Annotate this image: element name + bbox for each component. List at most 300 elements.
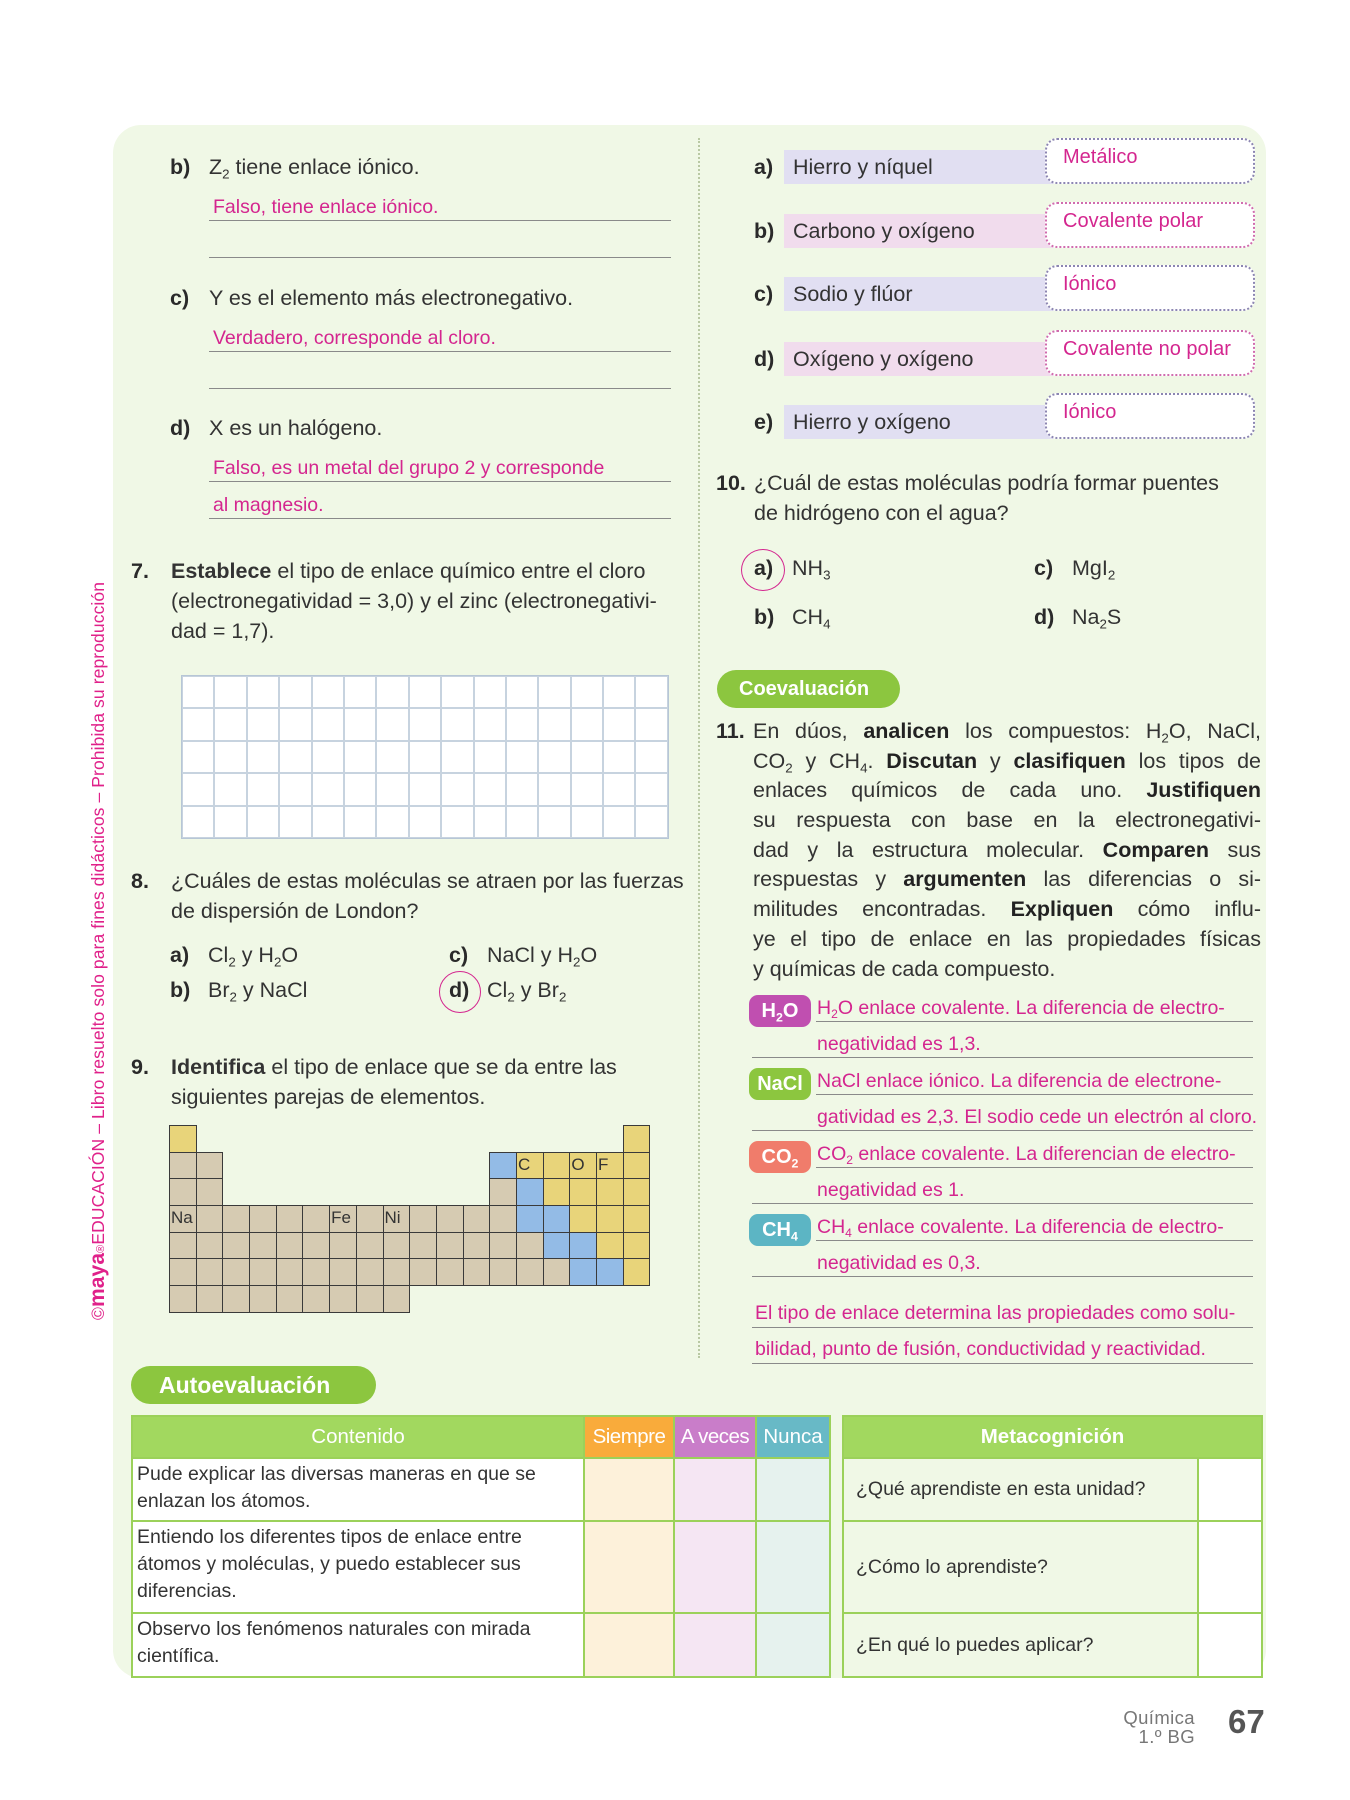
grade-level: 1.º BG xyxy=(1138,1726,1195,1747)
metacognition-table xyxy=(842,1415,1263,1678)
element-cell xyxy=(489,1205,517,1233)
grid-cell[interactable] xyxy=(279,676,311,708)
pair-label: e) xyxy=(754,410,774,434)
grid-cell[interactable] xyxy=(409,741,441,773)
coevaluacion-badge: Coevaluación xyxy=(717,670,900,708)
eval-checkbox-always[interactable] xyxy=(584,1613,674,1677)
element-cell xyxy=(623,1232,651,1260)
grid-cell[interactable] xyxy=(635,806,667,838)
element-cell xyxy=(249,1232,277,1260)
grid-cell[interactable] xyxy=(279,708,311,740)
answer-text: negatividad es 0,3. xyxy=(817,1252,981,1274)
element-cell xyxy=(516,1258,544,1286)
option-formula: $Br_2$ y NaCl xyxy=(208,978,308,1005)
question-line: $CO_2$ y $CH_4$. Discutan y clasifiquen los tipos de xyxy=(753,748,1262,776)
grid-cell[interactable] xyxy=(247,676,279,708)
element-cell xyxy=(569,1205,597,1233)
answer-line[interactable] xyxy=(816,1094,1253,1095)
option-formula: $CH_4$ xyxy=(792,605,831,632)
element-cell xyxy=(623,1125,651,1153)
element-cell xyxy=(623,1152,651,1180)
subscript: 2 xyxy=(831,1007,838,1022)
grid-cell[interactable] xyxy=(182,773,214,805)
grid-cell[interactable] xyxy=(474,676,506,708)
element-cell xyxy=(596,1205,624,1233)
element-cell xyxy=(623,1258,651,1286)
answer-line[interactable] xyxy=(209,481,671,482)
grid-cell[interactable] xyxy=(182,708,214,740)
instruction-verb: argumenten xyxy=(903,867,1027,892)
element-cell xyxy=(489,1258,517,1286)
eval-row xyxy=(132,1521,830,1613)
question-line: respuestas y argumenten las diferencias o si- xyxy=(753,867,1261,892)
element-cell xyxy=(489,1178,517,1206)
question-number: 10. xyxy=(716,471,746,495)
grid-cell[interactable] xyxy=(312,676,344,708)
grid-cell[interactable] xyxy=(474,741,506,773)
eval-checkbox-never[interactable] xyxy=(756,1613,830,1677)
element-cell xyxy=(463,1205,491,1233)
element-cell xyxy=(276,1285,304,1313)
header-content: Contenido xyxy=(132,1416,584,1458)
question-number: 7. xyxy=(131,559,149,583)
element-cell xyxy=(569,1178,597,1206)
pair-elements: Oxígeno y oxígeno xyxy=(793,347,974,371)
grid-cell[interactable] xyxy=(279,741,311,773)
answer-text: negatividad es 1. xyxy=(817,1179,965,1201)
grid-cell[interactable] xyxy=(635,708,667,740)
question-line: y químicas de cada compuesto. xyxy=(753,956,1056,981)
grid-cell[interactable] xyxy=(247,708,279,740)
element-cell xyxy=(409,1205,437,1233)
element-cell xyxy=(543,1258,571,1286)
pair-elements: Carbono y oxígeno xyxy=(793,219,975,243)
element-cell xyxy=(196,1205,224,1233)
element-na: Na xyxy=(169,1205,197,1233)
answer-line[interactable] xyxy=(209,351,671,352)
element-cell xyxy=(383,1232,411,1260)
element-cell xyxy=(249,1285,277,1313)
grid-cell[interactable] xyxy=(538,676,570,708)
eval-checkbox-never[interactable] xyxy=(756,1521,830,1613)
pair-elements: Hierro y oxígeno xyxy=(793,410,951,434)
element-fe: Fe xyxy=(329,1205,357,1233)
answer-text: $H_2O$ enlace covalente. La diferencia de electro- xyxy=(817,997,1225,1022)
question-number: 8. xyxy=(131,869,149,893)
answer-text: negatividad es 1,3. xyxy=(817,1033,981,1055)
grid-cell[interactable] xyxy=(506,806,538,838)
grid-cell[interactable] xyxy=(312,741,344,773)
question-text: ¿Cuál de estas moléculas podría formar puentes xyxy=(754,471,1219,495)
grid-cell[interactable] xyxy=(214,708,246,740)
element-ni: Ni xyxy=(383,1205,411,1233)
grid-cell[interactable] xyxy=(409,676,441,708)
grid-cell[interactable] xyxy=(409,708,441,740)
answer-line[interactable] xyxy=(752,1363,1253,1364)
element-cell xyxy=(356,1232,384,1260)
element-cell xyxy=(196,1285,224,1313)
grid-cell[interactable] xyxy=(247,806,279,838)
grid-cell[interactable] xyxy=(603,806,635,838)
grid-cell[interactable] xyxy=(603,708,635,740)
element-cell xyxy=(222,1258,250,1286)
question-line: enlaces químicos de cada uno. Justifiquen xyxy=(753,778,1261,803)
question-text: el tipo de enlace químico entre el cloro xyxy=(271,559,646,583)
metacognition-question: ¿Cómo lo aprendiste? xyxy=(843,1521,1198,1613)
element-cell xyxy=(409,1258,437,1286)
element-cell xyxy=(383,1285,411,1313)
header-never: Nunca xyxy=(756,1416,830,1458)
grid-cell[interactable] xyxy=(571,708,603,740)
instruction-verb: Comparen xyxy=(1102,837,1209,862)
subscript: 2 xyxy=(573,954,581,970)
eval-checkbox-sometimes[interactable] xyxy=(674,1521,756,1613)
pair-label: c) xyxy=(754,282,774,306)
element-cell xyxy=(329,1258,357,1286)
element-cell xyxy=(196,1232,224,1260)
header-sometimes: A veces xyxy=(674,1416,756,1458)
element-cell xyxy=(489,1152,517,1180)
subscript: 2 xyxy=(228,954,236,970)
grid-cell[interactable] xyxy=(603,773,635,805)
element-cell xyxy=(169,1125,197,1153)
answer-option[interactable] xyxy=(1034,553,1254,583)
selected-answer-circle xyxy=(439,971,481,1013)
grid-cell[interactable] xyxy=(344,741,376,773)
page-number: 67 xyxy=(1228,1703,1265,1740)
metacognition-answer[interactable] xyxy=(1198,1521,1262,1613)
element-cell xyxy=(543,1152,571,1180)
grid-cell[interactable] xyxy=(312,773,344,805)
element-cell xyxy=(222,1232,250,1260)
option-label: d) xyxy=(1034,605,1055,629)
answer-line[interactable] xyxy=(209,220,671,221)
pair-elements: Hierro y níquel xyxy=(793,155,933,179)
grid-cell[interactable] xyxy=(376,708,408,740)
eval-checkbox-sometimes[interactable] xyxy=(674,1613,756,1677)
answer-line[interactable] xyxy=(209,257,671,258)
eval-checkbox-always[interactable] xyxy=(584,1458,674,1521)
answer-option[interactable] xyxy=(754,602,974,632)
bond-type-answer[interactable]: Covalente no polar xyxy=(1045,330,1255,376)
element-cell xyxy=(249,1258,277,1286)
answer-option[interactable] xyxy=(1034,602,1254,632)
instruction-verb: Establece xyxy=(171,559,272,583)
element-cell xyxy=(569,1258,597,1286)
element-cell xyxy=(356,1285,384,1313)
instruction-verb: analicen xyxy=(863,719,950,743)
element-cell xyxy=(409,1232,437,1260)
element-cell xyxy=(543,1205,571,1233)
grid-cell[interactable] xyxy=(279,806,311,838)
subscript: 2 xyxy=(1099,616,1107,632)
eval-row xyxy=(132,1458,830,1521)
answer-line[interactable] xyxy=(752,1276,1253,1277)
grid-cell[interactable] xyxy=(312,806,344,838)
metacognition-question: ¿En qué lo puedes aplicar? xyxy=(843,1613,1198,1677)
grid-cell[interactable] xyxy=(635,676,667,708)
instruction-verb: Expliquen xyxy=(1010,897,1114,922)
subscript: 2 xyxy=(791,1156,799,1171)
grid-cell[interactable] xyxy=(214,806,246,838)
copyright-symbol: © xyxy=(88,1307,108,1320)
self-evaluation-table xyxy=(131,1415,831,1678)
option-label: b) xyxy=(754,605,775,629)
answer-option[interactable] xyxy=(170,940,420,970)
element-cell xyxy=(596,1178,624,1206)
answer-line[interactable] xyxy=(752,1130,1253,1131)
grid-cell[interactable] xyxy=(344,708,376,740)
question-text: dad = 1,7). xyxy=(171,619,275,643)
grid-cell[interactable] xyxy=(635,773,667,805)
grid-cell[interactable] xyxy=(182,741,214,773)
element-cell xyxy=(302,1205,330,1233)
answer-text: NaCl enlace iónico. La diferencia de electrone- xyxy=(817,1070,1222,1092)
grid-cell[interactable] xyxy=(571,806,603,838)
answer-text: al magnesio. xyxy=(213,494,324,516)
item-label: d) xyxy=(170,416,191,440)
subscript: 2 xyxy=(558,989,567,1005)
answer-option[interactable] xyxy=(449,975,699,1005)
grid-cell[interactable] xyxy=(474,708,506,740)
element-cell xyxy=(196,1258,224,1286)
eval-row xyxy=(132,1613,830,1677)
element-cell xyxy=(196,1152,224,1180)
answer-text: gatividad es 2,3. El sodio cede un electrón al cloro. xyxy=(817,1106,1258,1128)
answer-grid[interactable] xyxy=(181,675,669,839)
grid-cell[interactable] xyxy=(376,741,408,773)
answer-option[interactable] xyxy=(170,975,420,1005)
metacognition-question: ¿Qué aprendiste en esta unidad? xyxy=(843,1458,1198,1521)
pair-label: b) xyxy=(754,219,775,243)
grid-cell[interactable] xyxy=(538,708,570,740)
element-o: O xyxy=(569,1152,597,1180)
grid-cell[interactable] xyxy=(474,806,506,838)
selected-answer-circle xyxy=(741,549,785,591)
question-10 xyxy=(716,468,1256,528)
grid-cell[interactable] xyxy=(538,741,570,773)
grid-cell[interactable] xyxy=(409,773,441,805)
answer-text: bilidad, punto de fusión, conductividad y reactividad. xyxy=(755,1338,1206,1360)
grid-cell[interactable] xyxy=(506,741,538,773)
grid-cell[interactable] xyxy=(441,708,473,740)
pair-elements: Sodio y flúor xyxy=(793,282,913,306)
answer-line[interactable] xyxy=(209,388,671,389)
question-line: su respuesta con base en la electronegativi- xyxy=(753,808,1261,833)
subscript: 4 xyxy=(845,1226,852,1241)
element-cell xyxy=(302,1285,330,1313)
eval-checkbox-always[interactable] xyxy=(584,1521,674,1613)
element-cell xyxy=(302,1232,330,1260)
option-formula: $Na_2S$ xyxy=(1072,605,1122,632)
grid-cell[interactable] xyxy=(506,773,538,805)
grid-cell[interactable] xyxy=(409,806,441,838)
registered-mark: ® xyxy=(95,1244,107,1253)
metacognition-row xyxy=(843,1521,1262,1613)
bond-type-answer[interactable]: Iónico xyxy=(1045,265,1255,311)
grid-cell[interactable] xyxy=(182,806,214,838)
bond-type-answer[interactable]: Metálico xyxy=(1045,138,1255,184)
question-11 xyxy=(716,716,1261,984)
answer-text: El tipo de enlace determina las propiedades como solu- xyxy=(755,1302,1236,1324)
question-line: En dúos, analicen los compuestos: $H_2O$, NaCl, xyxy=(753,719,1262,746)
option-formula: $Cl_2$ y $H_2O$ xyxy=(208,943,299,970)
instruction-verb: Identifica xyxy=(171,1055,266,1079)
answer-text: $CH_4$ enlace covalente. La diferencia de electro- xyxy=(817,1216,1224,1241)
grid-cell[interactable] xyxy=(312,708,344,740)
header-metacognition: Metacognición xyxy=(843,1416,1262,1458)
answer-line[interactable] xyxy=(209,518,671,519)
element-cell xyxy=(489,1232,517,1260)
option-label: a) xyxy=(170,943,190,967)
grid-cell[interactable] xyxy=(506,676,538,708)
metacognition-row xyxy=(843,1613,1262,1677)
option-formula: NaCl y $H_2O$ xyxy=(487,943,598,970)
element-cell xyxy=(276,1205,304,1233)
metacognition-row xyxy=(843,1458,1262,1521)
question-text: siguientes parejas de elementos. xyxy=(171,1085,486,1109)
element-cell xyxy=(169,1232,197,1260)
grid-cell[interactable] xyxy=(376,773,408,805)
grid-cell[interactable] xyxy=(635,741,667,773)
header-always: Siempre xyxy=(584,1416,674,1458)
answer-text: Verdadero, corresponde al cloro. xyxy=(213,327,496,349)
answer-line[interactable] xyxy=(752,1057,1253,1058)
compound-badge: NaCl xyxy=(749,1068,811,1100)
grid-cell[interactable] xyxy=(474,773,506,805)
side-copyright-note xyxy=(86,582,110,1320)
answer-line[interactable] xyxy=(816,1021,1253,1022)
option-label: d) xyxy=(449,978,470,1002)
periodic-table xyxy=(169,1125,649,1312)
element-cell xyxy=(569,1232,597,1260)
grid-cell[interactable] xyxy=(441,806,473,838)
element-cell xyxy=(276,1258,304,1286)
brand-logo: maya xyxy=(86,1252,109,1307)
grid-cell[interactable] xyxy=(376,806,408,838)
question-text: (electronegatividad = 3,0) y el zinc (electronegativi- xyxy=(171,589,657,613)
question-text: ¿Cuáles de estas moléculas se atraen por las fuerzas xyxy=(171,869,684,893)
grid-cell[interactable] xyxy=(214,741,246,773)
grid-cell[interactable] xyxy=(279,773,311,805)
question-line: militudes encontradas. Expliquen cómo influ- xyxy=(753,897,1262,922)
question-number: 11. xyxy=(716,719,745,743)
pair-label: d) xyxy=(754,347,775,371)
element-cell xyxy=(436,1232,464,1260)
grid-cell[interactable] xyxy=(376,676,408,708)
grid-cell[interactable] xyxy=(214,676,246,708)
statement-item xyxy=(170,152,670,182)
answer-line[interactable] xyxy=(752,1327,1253,1328)
element-cell xyxy=(516,1178,544,1206)
question-number: 9. xyxy=(131,1055,149,1079)
grid-cell[interactable] xyxy=(441,773,473,805)
grid-cell[interactable] xyxy=(506,708,538,740)
statement-text: Y es el elemento más electronegativo. xyxy=(209,286,574,310)
grid-cell[interactable] xyxy=(344,676,376,708)
element-cell xyxy=(302,1258,330,1286)
instruction-verb: clasifiquen xyxy=(1013,748,1126,773)
answer-line[interactable] xyxy=(752,1203,1253,1204)
grid-cell[interactable] xyxy=(441,676,473,708)
subscript: 3 xyxy=(823,567,831,583)
grid-cell[interactable] xyxy=(571,676,603,708)
metacognition-answer[interactable] xyxy=(1198,1458,1262,1521)
grid-cell[interactable] xyxy=(247,773,279,805)
question-7 xyxy=(131,556,691,646)
answer-text: Falso, es un metal del grupo 2 y corresponde xyxy=(213,457,605,479)
bond-type-answer[interactable]: Iónico xyxy=(1045,393,1255,439)
compound-badge: $CH_4$ xyxy=(749,1214,811,1246)
element-cell xyxy=(329,1285,357,1313)
eval-checkbox-never[interactable] xyxy=(756,1458,830,1521)
subscript: 2 xyxy=(229,989,237,1005)
element-cell xyxy=(356,1258,384,1286)
metacognition-answer[interactable] xyxy=(1198,1613,1262,1677)
autoevaluacion-badge: Autoevaluación xyxy=(131,1366,376,1404)
answer-line[interactable] xyxy=(816,1240,1253,1241)
subscript: 2 xyxy=(846,1153,853,1168)
instruction-verb: Justifiquen xyxy=(1146,778,1261,803)
grid-cell[interactable] xyxy=(214,773,246,805)
answer-text: $CO_2$ enlace covalente. La diferencian de electro- xyxy=(817,1143,1236,1168)
grid-cell[interactable] xyxy=(571,741,603,773)
eval-checkbox-sometimes[interactable] xyxy=(674,1458,756,1521)
element-cell xyxy=(463,1258,491,1286)
grid-cell[interactable] xyxy=(344,806,376,838)
grid-cell[interactable] xyxy=(603,676,635,708)
subscript: 2 xyxy=(507,989,515,1005)
statement-text: $Z_2$ tiene enlace iónico. xyxy=(209,155,420,182)
element-cell xyxy=(436,1205,464,1233)
answer-line[interactable] xyxy=(816,1167,1253,1168)
grid-cell[interactable] xyxy=(603,741,635,773)
element-cell xyxy=(596,1232,624,1260)
subscript: 2 xyxy=(775,1010,783,1025)
side-note-text: EDUCACIÓN – Libro resuelto solo para fines didácticos – Prohibida su reproducción xyxy=(88,581,108,1245)
statement-item xyxy=(170,413,670,443)
grid-cell[interactable] xyxy=(344,773,376,805)
element-cell xyxy=(249,1205,277,1233)
answer-option[interactable] xyxy=(449,940,699,970)
element-cell xyxy=(543,1178,571,1206)
instruction-verb: Discutan xyxy=(886,748,978,773)
grid-cell[interactable] xyxy=(441,741,473,773)
option-formula: $Cl_2$ y $Br_2$ xyxy=(487,978,567,1005)
pair-label: a) xyxy=(754,155,774,179)
element-cell xyxy=(436,1258,464,1286)
subscript: 4 xyxy=(823,616,831,632)
grid-cell[interactable] xyxy=(182,676,214,708)
question-line: ye el tipo de enlace en las propiedades físicas xyxy=(753,926,1261,951)
element-cell xyxy=(222,1205,250,1233)
question-line: dad y la estructura molecular. Comparen sus xyxy=(753,837,1262,862)
question-8 xyxy=(131,866,691,926)
grid-cell[interactable] xyxy=(571,773,603,805)
element-cell xyxy=(383,1258,411,1286)
grid-cell[interactable] xyxy=(538,806,570,838)
answer-option[interactable] xyxy=(754,553,974,583)
grid-cell[interactable] xyxy=(538,773,570,805)
grid-cell[interactable] xyxy=(247,741,279,773)
question-text: de dispersión de London? xyxy=(171,899,419,923)
bond-type-answer[interactable]: Covalente polar xyxy=(1045,202,1255,248)
element-f: F xyxy=(596,1152,624,1180)
question-text: de hidrógeno con el agua? xyxy=(754,501,1009,525)
element-cell xyxy=(543,1232,571,1260)
option-label: c) xyxy=(449,943,469,967)
question-9 xyxy=(131,1052,691,1112)
